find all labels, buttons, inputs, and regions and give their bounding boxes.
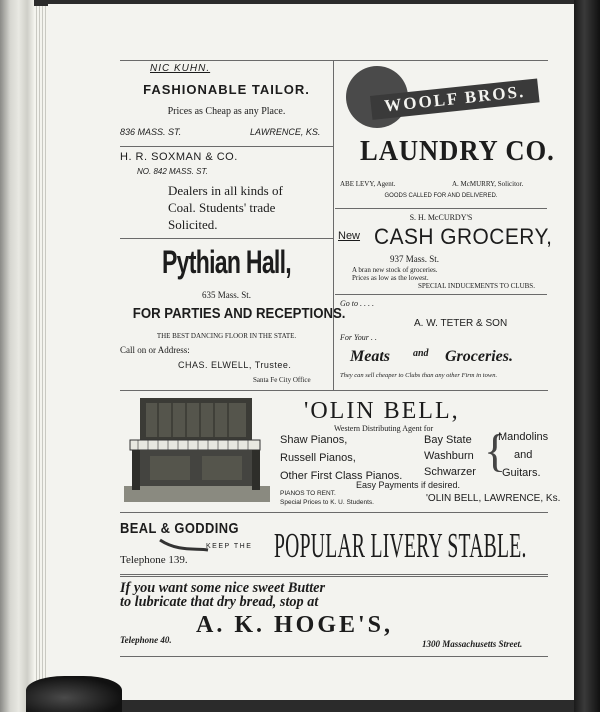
kuhn-name: NIC KUHN. <box>150 63 211 74</box>
olin-col3-2: Guitars. <box>502 467 541 479</box>
mccurdy-line1: A bran new stock of groceries. <box>352 266 438 274</box>
olin-col2-1: Washburn <box>424 450 474 462</box>
olin-col3-0: Mandolins <box>498 431 549 443</box>
hoge-address: 1300 Massachusetts Street. <box>422 639 523 649</box>
teter-note: They can sell cheaper to Clubs than any other Firm in town. <box>340 372 498 379</box>
olin-col1-0: Shaw Pianos, <box>280 434 348 446</box>
teter-groceries: Groceries. <box>445 348 513 365</box>
woolf-banner: WOOLF BROS. <box>370 78 540 119</box>
kuhn-address: 836 MASS. ST. <box>120 127 182 137</box>
beal-name: BEAL & GODDING <box>120 520 240 537</box>
rule-mid-2 <box>120 512 548 513</box>
hoge-line2: to lubricate that dry bread, stop at <box>120 594 319 610</box>
rule-left-1 <box>120 146 333 147</box>
hoge-name: A. K. HOGE'S, <box>196 612 394 638</box>
kuhn-city: LAWRENCE, KS. <box>250 127 321 137</box>
soxman-line2: Coal. Students' trade <box>168 200 276 215</box>
olin-col1-1: Russell Pianos, <box>280 452 356 464</box>
beal-swoosh <box>158 538 210 552</box>
pythian-title: Pythian Hall, <box>162 244 291 280</box>
soxman-name: H. R. SOXMAN & CO. <box>120 151 238 163</box>
soxman-address: NO. 842 MASS. ST. <box>137 167 208 176</box>
teter-foryour: For Your . . <box>340 333 377 342</box>
mccurdy-address: 937 Mass. St. <box>390 254 440 264</box>
olin-col2-0: Bay State <box>424 434 472 446</box>
olin-special: Special Prices to K. U. Students. <box>280 499 374 506</box>
mccurdy-line2: Prices as low as the lowest. <box>352 274 429 282</box>
pythian-office: Santa Fe City Office <box>253 376 311 384</box>
rule-top <box>120 60 548 61</box>
soxman-line3: Solicited. <box>168 217 218 232</box>
piano-illustration <box>122 394 274 506</box>
teter-goto: Go to . . . . <box>340 299 374 308</box>
rule-right-1 <box>335 208 547 209</box>
book-cover-edge <box>574 0 600 712</box>
rule-mid-1 <box>120 390 548 391</box>
woolf-title: LAUNDRY CO. <box>360 136 555 167</box>
beal-phone: Telephone 139. <box>120 554 188 566</box>
mccurdy-title: CASH GROCERY, <box>374 224 553 249</box>
teter-meats: Meats <box>350 348 390 365</box>
hoge-phone: Telephone 40. <box>120 635 172 645</box>
pythian-tagline: THE BEST DANCING FLOOR IN THE STATE. <box>156 332 297 340</box>
beal-keep: KEEP THE <box>206 543 253 550</box>
rule-right-2 <box>335 294 547 295</box>
pythian-call: Call on or Address: <box>120 345 190 355</box>
olin-subtitle: Western Distributing Agent for <box>334 424 434 433</box>
teter-and: and <box>413 348 429 359</box>
kuhn-headline: FASHIONABLE TAILOR. <box>143 82 310 97</box>
rule-center <box>333 60 334 390</box>
mccurdy-new: New <box>338 230 361 242</box>
page-edges <box>34 6 48 696</box>
kuhn-tagline: Prices as Cheap as any Place. <box>167 106 286 117</box>
mccurdy-line3: SPECIAL INDUCEMENTS TO CLUBS. <box>418 282 535 290</box>
rule-left-2 <box>120 238 333 239</box>
mccurdy-owner: S. H. McCURDY'S <box>409 213 473 222</box>
olin-col2-2: Schwarzer <box>424 466 476 478</box>
olin-title: 'OLIN BELL, <box>304 398 460 424</box>
beal-title: POPULAR LIVERY STABLE. <box>274 526 527 565</box>
thumb <box>26 676 122 712</box>
olin-col3-1: and <box>514 449 533 461</box>
rule-mid-3 <box>120 574 548 575</box>
rule-bottom <box>120 656 548 657</box>
hoge-line1: If you want some nice sweet Butter <box>120 580 326 596</box>
teter-name: A. W. TETER & SON <box>414 318 508 329</box>
olin-brace: { <box>484 425 507 476</box>
book-spine <box>0 0 34 712</box>
woolf-note: GOODS CALLED FOR AND DELIVERED. <box>384 193 498 199</box>
pythian-headline: FOR PARTIES AND RECEPTIONS. <box>132 305 346 322</box>
pythian-contact: CHAS. ELWELL, Trustee. <box>178 360 292 370</box>
rule-mid-3b <box>120 576 548 577</box>
olin-sign: 'OLIN BELL, LAWRENCE, Ks. <box>426 493 561 504</box>
olin-rent: PIANOS TO RENT. <box>280 490 336 497</box>
olin-payments: Easy Payments if desired. <box>356 480 461 490</box>
woolf-solicitor: A. McMURRY, Solicitor. <box>452 180 524 188</box>
olin-col1-2: Other First Class Pianos. <box>280 470 403 482</box>
soxman-line1: Dealers in all kinds of <box>168 183 283 198</box>
pythian-address: 635 Mass. St. <box>201 290 251 300</box>
woolf-agent: ABE LEVY, Agent. <box>340 180 396 188</box>
